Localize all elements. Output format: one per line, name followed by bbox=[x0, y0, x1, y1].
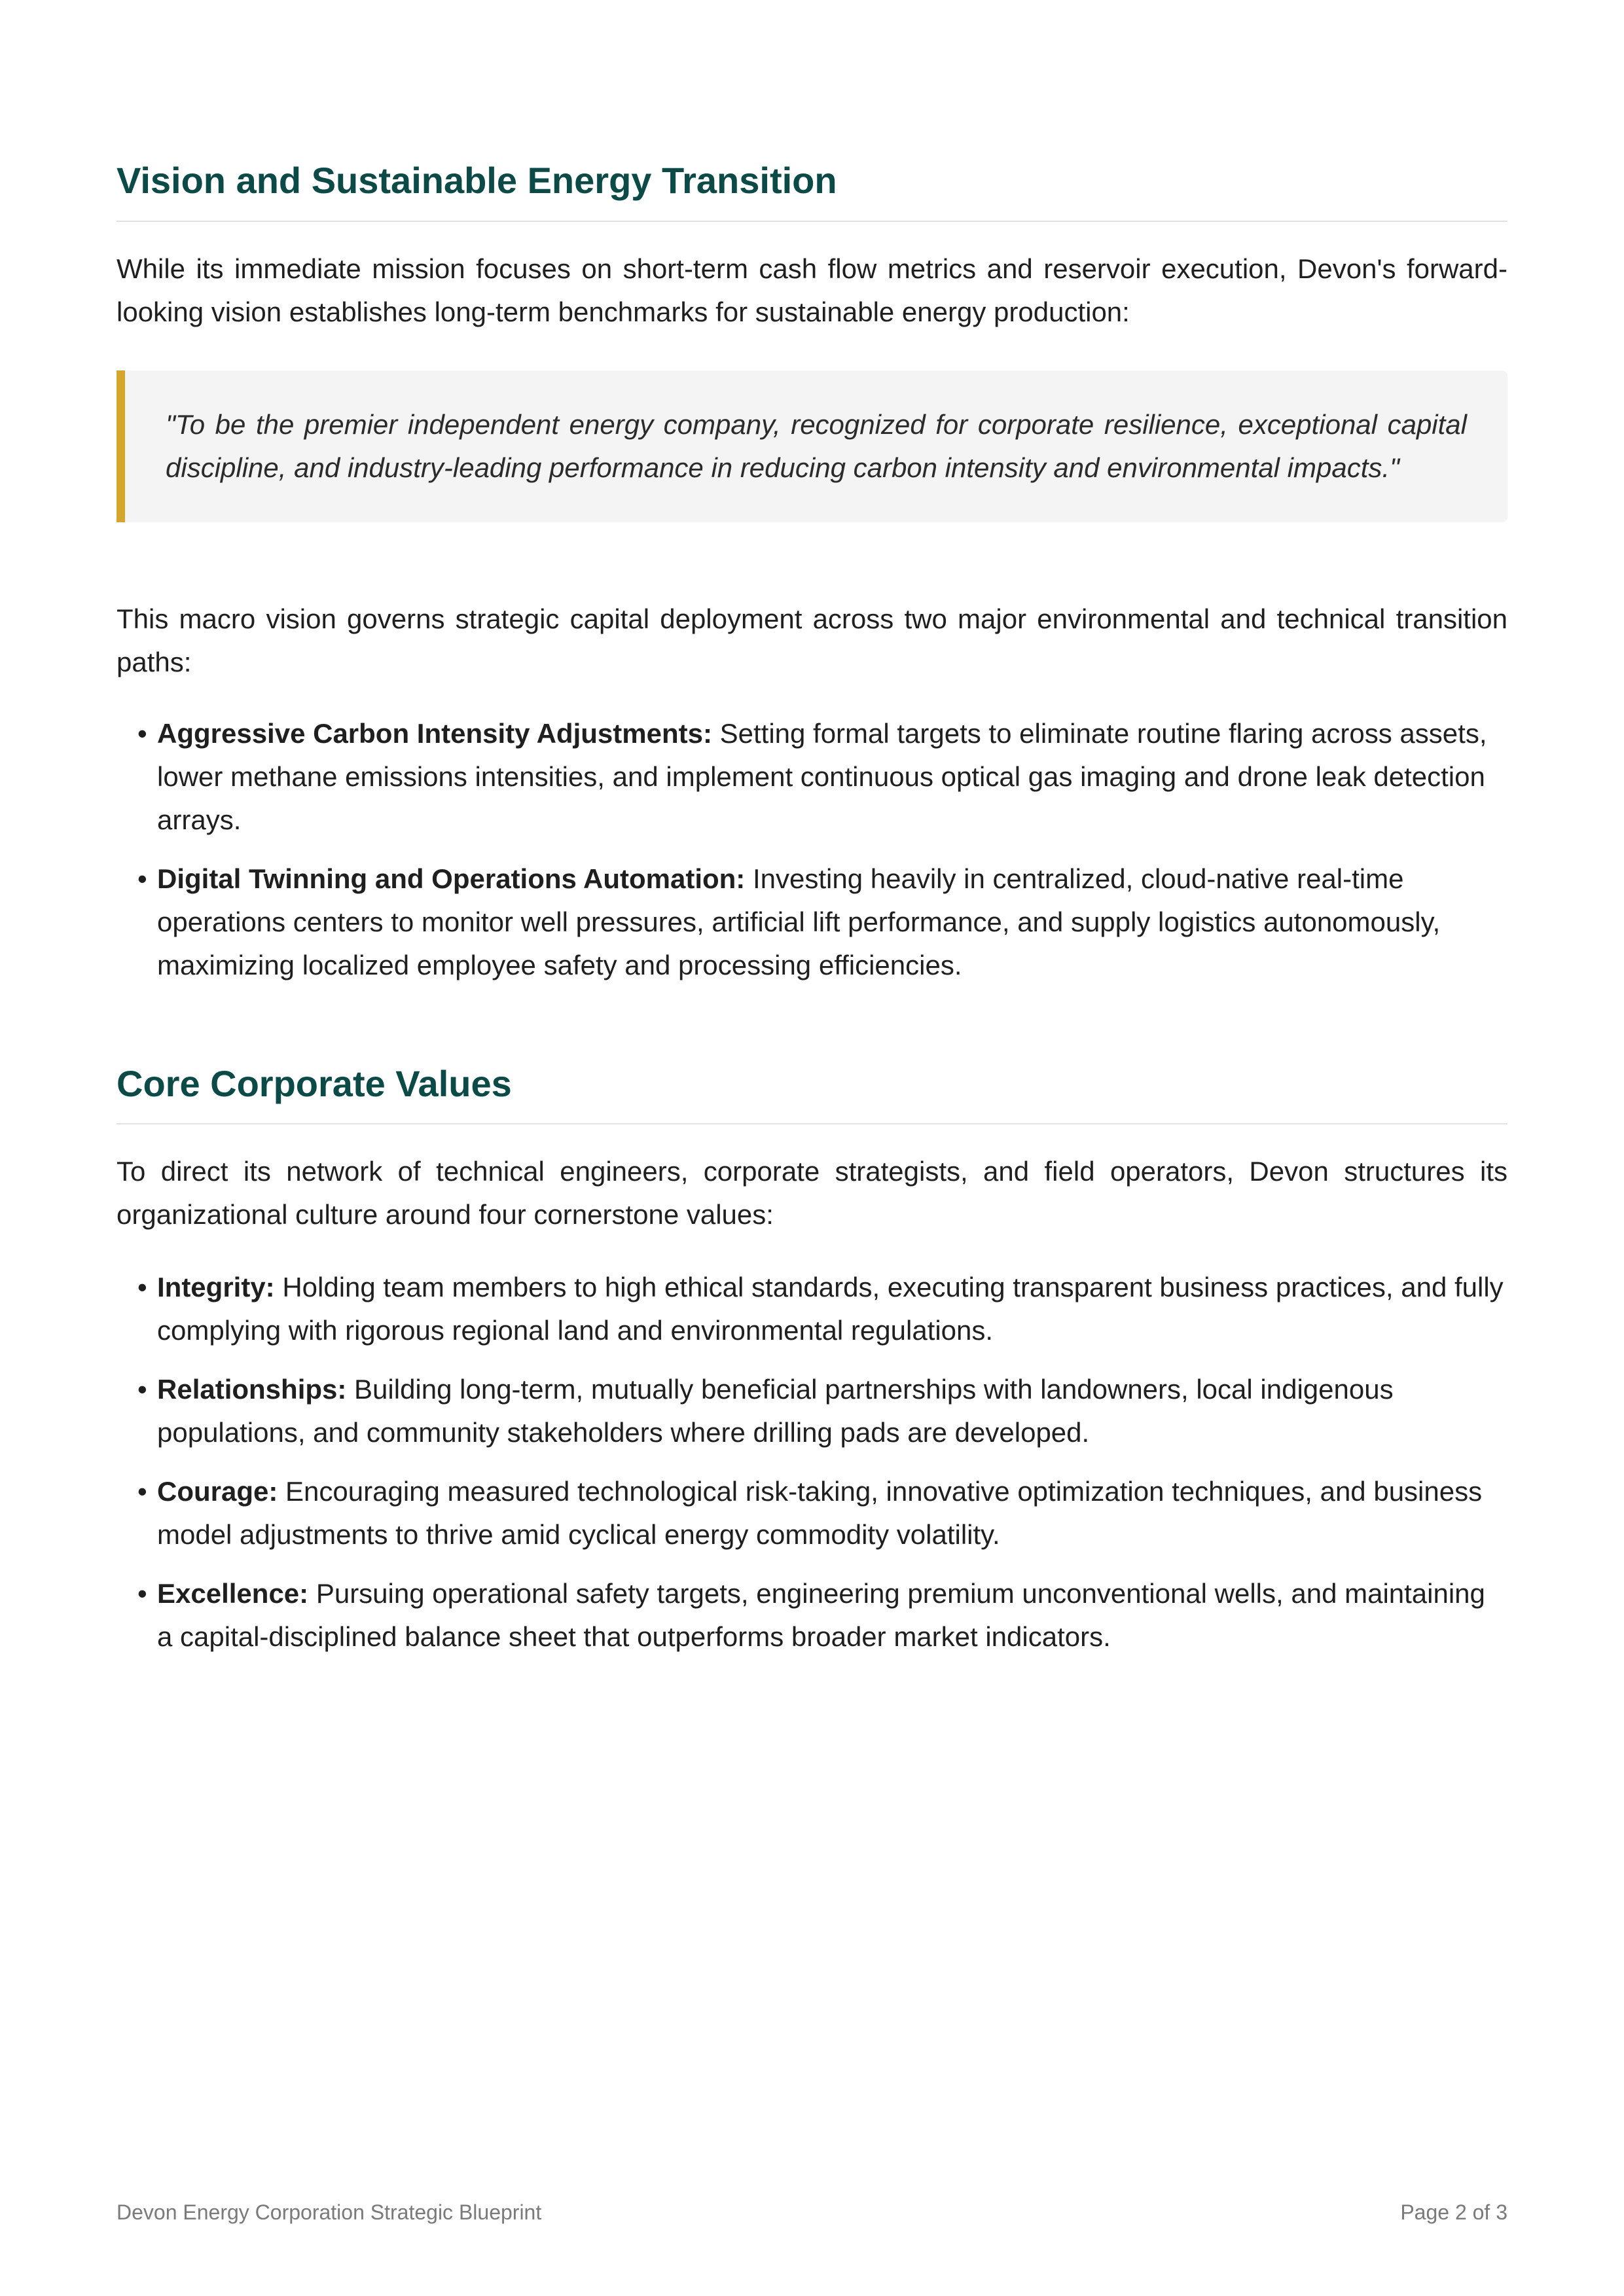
bullet-icon: • bbox=[137, 1476, 147, 1507]
list-item bbox=[117, 712, 1507, 842]
vision-quote-block bbox=[117, 370, 1507, 522]
list-item bbox=[117, 1266, 1507, 1352]
list-item bbox=[117, 1470, 1507, 1556]
bullet-icon: • bbox=[137, 1578, 147, 1609]
list-item-text: Building long-term, mutually beneficial partnerships with landowners, local indigenous populations, and community stakeholders where drilling pads are developed. bbox=[157, 1374, 1394, 1448]
section-title-values: Core Corporate Values bbox=[117, 1063, 512, 1104]
list-item-text: Encouraging measured technological risk-taking, innovative optimization techniques, and business model adjustments to thrive amid cyclical energy commodity volatility. bbox=[157, 1476, 1483, 1550]
list-item-label: Courage: bbox=[157, 1476, 278, 1507]
list-item-text: Investing heavily in centralized, cloud-native real-time operations centers to monitor well pressures, artificial lift performance, and supply logistics autonomously, maximizing localized employee safety and processing efficiencies. bbox=[157, 863, 1441, 980]
bullet-icon: • bbox=[137, 863, 147, 894]
list-item-text: Holding team members to high ethical standards, executing transparent business practices, and fully complying with rigorous regional land and environmental regulations. bbox=[157, 1272, 1504, 1346]
list-item-label: Integrity: bbox=[157, 1272, 275, 1302]
vision-quote-text: "To be the premier independent energy company, recognized for corporate resilience, exceptional capital discipline, and industry-leading performance in reducing carbon intensity and environmental impacts." bbox=[166, 409, 1467, 483]
section-divider bbox=[117, 1123, 1507, 1124]
vision-lead-paragraph: This macro vision governs strategic capital deployment across two major environmental and technical transition paths: bbox=[117, 603, 1507, 677]
section-divider bbox=[117, 221, 1507, 222]
transition-paths-list bbox=[117, 712, 1507, 987]
values-intro-paragraph: To direct its network of technical engineers, corporate strategists, and field operators, Devon structures its organizational culture around four cornerstone values: bbox=[117, 1156, 1507, 1230]
list-item-text: Pursuing operational safety targets, engineering premium unconventional wells, and maintaining a capital-disciplined balance sheet that outperforms broader market indicators. bbox=[157, 1578, 1485, 1652]
bullet-icon: • bbox=[137, 1272, 147, 1302]
footer-document-title: Devon Energy Corporation Strategic Blueprint bbox=[117, 2200, 542, 2224]
list-item-label: Relationships: bbox=[157, 1374, 347, 1405]
bullet-icon: • bbox=[137, 1374, 147, 1405]
list-item-label: Excellence: bbox=[157, 1578, 309, 1609]
bullet-icon: • bbox=[137, 718, 147, 749]
vision-intro-paragraph: While its immediate mission focuses on short-term cash flow metrics and reservoir execution, Devon's forward-looking vision establishes long-term benchmarks for sustainable energy production: bbox=[117, 253, 1507, 327]
list-item-label: Aggressive Carbon Intensity Adjustments: bbox=[157, 718, 712, 749]
list-item bbox=[117, 1572, 1507, 1659]
document-page bbox=[117, 0, 1507, 2296]
list-item-label: Digital Twinning and Operations Automation: bbox=[157, 863, 746, 894]
list-item bbox=[117, 857, 1507, 987]
core-values-list bbox=[117, 1266, 1507, 1659]
footer-page-number: Page 2 of 3 bbox=[1400, 2200, 1507, 2224]
page-footer bbox=[117, 2200, 1507, 2225]
section-title-vision: Vision and Sustainable Energy Transition bbox=[117, 160, 837, 201]
list-item bbox=[117, 1368, 1507, 1454]
list-item-text: Setting formal targets to eliminate routine flaring across assets, lower methane emissions intensities, and implement continuous optical gas imaging and drone leak detection arrays. bbox=[157, 718, 1487, 835]
